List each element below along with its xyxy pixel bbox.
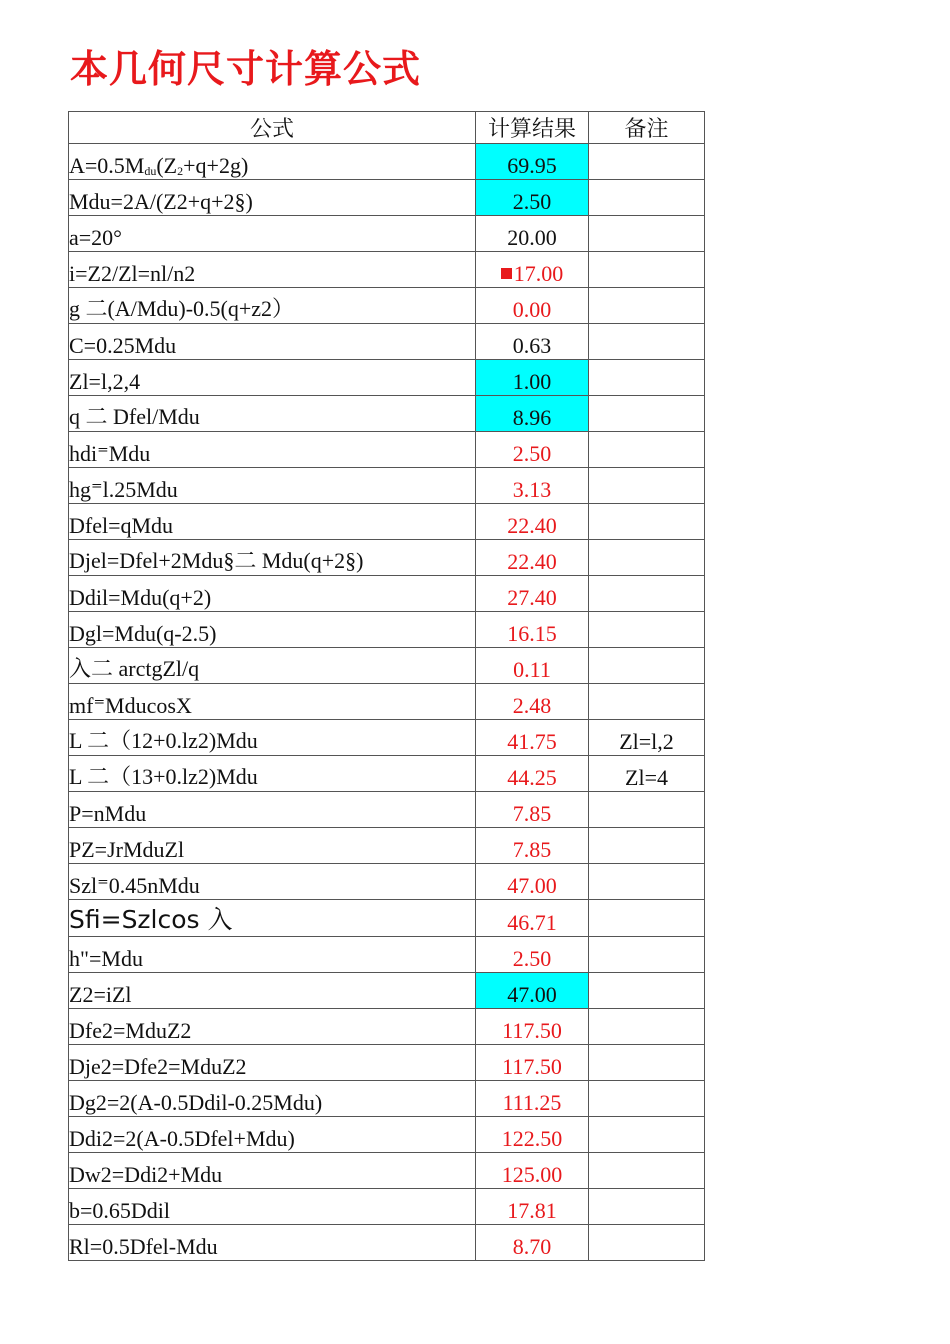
formula-text: h"=Mdu	[69, 946, 143, 971]
table-row	[69, 396, 705, 432]
formula-subscript: 2	[177, 164, 184, 178]
result-value: 22.40	[507, 513, 557, 538]
formula-text: Dw2=Ddi2+Mdu	[69, 1162, 223, 1187]
formula-cell	[69, 576, 476, 612]
formula-text: g 二(A/Mdu)-0.5(q+z2）	[69, 296, 295, 321]
formula-cell	[69, 756, 476, 792]
result-cell	[476, 1189, 589, 1225]
note-cell	[589, 1081, 705, 1117]
table-row	[69, 720, 705, 756]
table-row	[69, 324, 705, 360]
formula-cell	[69, 1009, 476, 1045]
formula-cell	[69, 360, 476, 396]
formula-table	[68, 111, 705, 1261]
result-value: 117.50	[502, 1054, 562, 1079]
formula-text: Sfi=Szlcos 入	[69, 905, 233, 934]
result-cell	[476, 864, 589, 900]
result-cell	[476, 252, 589, 288]
table-row	[69, 432, 705, 468]
table-row	[69, 288, 705, 324]
formula-cell	[69, 1153, 476, 1189]
result-cell	[476, 1045, 589, 1081]
result-cell	[476, 612, 589, 648]
note-cell	[589, 973, 705, 1009]
note-cell	[589, 900, 705, 937]
formula-text: Dfel=qMdu	[69, 513, 174, 538]
formula-text: Z2=iZl	[69, 982, 132, 1007]
header-note: 备注	[589, 112, 705, 144]
result-value: 44.25	[507, 765, 557, 790]
note-cell	[589, 252, 705, 288]
result-value: 47.00	[507, 982, 557, 1007]
result-value: 111.25	[502, 1090, 562, 1115]
result-value: 3.13	[512, 477, 552, 502]
formula-cell	[69, 216, 476, 252]
formula-text: Ddi2=2(A-0.5Dfel+Mdu)	[69, 1126, 295, 1151]
note-cell	[589, 828, 705, 864]
formula-text: hg⁼l.25Mdu	[69, 477, 178, 502]
note-cell	[589, 432, 705, 468]
note-cell: Zl=4	[589, 756, 705, 792]
table-row	[69, 1153, 705, 1189]
document-title: 本几何尺寸计算公式	[70, 47, 422, 91]
note-cell	[589, 180, 705, 216]
note-cell	[589, 792, 705, 828]
formula-cell	[69, 252, 476, 288]
table-row	[69, 1225, 705, 1261]
formula-text: a=20°	[69, 225, 122, 250]
formula-cell	[69, 937, 476, 973]
formula-text: Dfe2=MduZ2	[69, 1018, 192, 1043]
formula-text: Szl⁼0.45nMdu	[69, 873, 200, 898]
table-row	[69, 1081, 705, 1117]
note-cell	[589, 576, 705, 612]
result-value: 0.11	[513, 657, 551, 682]
note-cell	[589, 396, 705, 432]
result-value: 2.50	[512, 441, 552, 466]
table-row	[69, 648, 705, 684]
formula-cell	[69, 468, 476, 504]
table-row	[69, 792, 705, 828]
table-row	[69, 828, 705, 864]
formula-cell	[69, 612, 476, 648]
table-row	[69, 540, 705, 576]
formula-cell	[69, 684, 476, 720]
formula-cell	[69, 1117, 476, 1153]
note-cell	[589, 612, 705, 648]
header-result: 计算结果	[476, 112, 589, 144]
result-cell	[476, 144, 589, 180]
result-value: 22.40	[507, 549, 557, 574]
result-value: 17.00	[513, 261, 564, 286]
table-row	[69, 1009, 705, 1045]
table-row	[69, 900, 705, 937]
result-cell	[476, 684, 589, 720]
note-cell	[589, 1189, 705, 1225]
formula-text: A=0.5M	[69, 153, 145, 178]
formula-cell	[69, 792, 476, 828]
result-cell	[476, 720, 589, 756]
formula-text: mf⁼MducosX	[69, 693, 192, 718]
note-cell	[589, 1117, 705, 1153]
formula-cell	[69, 1225, 476, 1261]
note-cell	[589, 1009, 705, 1045]
result-cell	[476, 540, 589, 576]
formula-cell	[69, 144, 476, 180]
result-value: 125.00	[501, 1162, 563, 1187]
formula-text: q 二 Dfel/Mdu	[69, 404, 200, 429]
result-cell	[476, 756, 589, 792]
result-value: 2.50	[512, 189, 552, 214]
formula-text: L 二（13+0.lz2)Mdu	[69, 764, 258, 789]
formula-cell	[69, 504, 476, 540]
formula-subscript: du	[144, 164, 157, 178]
formula-text: Ddil=Mdu(q+2)	[69, 585, 212, 610]
formula-text: b=0.65Ddil	[69, 1198, 171, 1223]
table-row	[69, 973, 705, 1009]
formula-cell	[69, 1081, 476, 1117]
result-value: 8.70	[512, 1234, 552, 1259]
result-value: 2.50	[512, 946, 552, 971]
note-cell	[589, 468, 705, 504]
table-row	[69, 252, 705, 288]
result-value: 20.00	[507, 225, 557, 250]
table-row	[69, 468, 705, 504]
formula-text: L 二（12+0.lz2)Mdu	[69, 728, 258, 753]
formula-text: Dgl=Mdu(q-2.5)	[69, 621, 217, 646]
result-value: 2.48	[512, 693, 552, 718]
note-cell	[589, 144, 705, 180]
result-cell	[476, 360, 589, 396]
result-cell	[476, 576, 589, 612]
formula-cell	[69, 1045, 476, 1081]
result-cell	[476, 937, 589, 973]
table-row	[69, 612, 705, 648]
result-value: 69.95	[507, 153, 557, 178]
note-cell	[589, 540, 705, 576]
table-row	[69, 864, 705, 900]
note-cell	[589, 864, 705, 900]
note-cell	[589, 1225, 705, 1261]
note-cell	[589, 360, 705, 396]
error-marker-icon	[501, 268, 512, 279]
formula-text: Mdu=2A/(Z2+q+2§)	[69, 189, 253, 214]
note-cell	[589, 324, 705, 360]
result-cell	[476, 504, 589, 540]
result-cell	[476, 180, 589, 216]
formula-text: 入二 arctgZl/q	[69, 656, 200, 681]
result-value: 46.71	[507, 910, 557, 935]
table-row	[69, 1189, 705, 1225]
result-cell	[476, 1081, 589, 1117]
formula-cell	[69, 288, 476, 324]
formula-text: Djel=Dfel+2Mdu§二 Mdu(q+2§)	[69, 548, 364, 573]
formula-cell	[69, 1189, 476, 1225]
formula-cell	[69, 648, 476, 684]
formula-text: Dje2=Dfe2=MduZ2	[69, 1054, 247, 1079]
result-value: 27.40	[507, 585, 557, 610]
result-cell	[476, 216, 589, 252]
formula-text: (Z	[156, 153, 178, 178]
result-cell	[476, 468, 589, 504]
note-cell: Zl=l,2	[589, 720, 705, 756]
result-value: 0.63	[512, 333, 552, 358]
formula-cell	[69, 828, 476, 864]
result-cell	[476, 432, 589, 468]
table-row	[69, 1117, 705, 1153]
result-cell	[476, 288, 589, 324]
table-row	[69, 504, 705, 540]
formula-cell	[69, 324, 476, 360]
formula-cell	[69, 973, 476, 1009]
result-value: 17.81	[507, 1198, 557, 1223]
formula-text: +q+2g)	[183, 153, 249, 178]
result-value: 16.15	[507, 621, 557, 646]
table-row	[69, 756, 705, 792]
result-cell	[476, 973, 589, 1009]
formula-text: Dg2=2(A-0.5Ddil-0.25Mdu)	[69, 1090, 323, 1115]
result-value: 7.85	[512, 837, 552, 862]
result-cell	[476, 1117, 589, 1153]
result-cell	[476, 648, 589, 684]
note-cell	[589, 1045, 705, 1081]
formula-text: Rl=0.5Dfel-Mdu	[69, 1234, 218, 1259]
note-cell	[589, 684, 705, 720]
result-cell	[476, 396, 589, 432]
formula-cell	[69, 864, 476, 900]
formula-text: PZ=JrMduZl	[69, 837, 185, 862]
result-value: 0.00	[512, 297, 552, 322]
table-row	[69, 216, 705, 252]
result-value: 117.50	[502, 1018, 562, 1043]
formula-cell	[69, 540, 476, 576]
formula-text: hdi⁼Mdu	[69, 441, 151, 466]
result-value: 7.85	[512, 801, 552, 826]
note-cell	[589, 288, 705, 324]
table-row	[69, 180, 705, 216]
table-row	[69, 1045, 705, 1081]
table-row	[69, 937, 705, 973]
formula-text: C=0.25Mdu	[69, 333, 177, 358]
note-cell	[589, 1153, 705, 1189]
note-cell	[589, 504, 705, 540]
note-cell	[589, 937, 705, 973]
result-value: 41.75	[507, 729, 557, 754]
formula-text: i=Z2/Zl=nl/n2	[69, 261, 196, 286]
formula-cell	[69, 720, 476, 756]
result-value: 1.00	[512, 369, 552, 394]
result-value: 47.00	[507, 873, 557, 898]
formula-cell	[69, 900, 476, 937]
result-cell	[476, 792, 589, 828]
result-cell	[476, 900, 589, 937]
formula-cell	[69, 432, 476, 468]
table-body	[69, 144, 705, 1261]
result-cell	[476, 1225, 589, 1261]
result-cell	[476, 828, 589, 864]
table-row	[69, 684, 705, 720]
result-cell	[476, 324, 589, 360]
formula-cell	[69, 396, 476, 432]
table-header-row	[69, 112, 705, 144]
result-cell	[476, 1009, 589, 1045]
formula-cell	[69, 180, 476, 216]
result-cell	[476, 1153, 589, 1189]
table-row	[69, 576, 705, 612]
result-value: 122.50	[501, 1126, 563, 1151]
header-formula: 公式	[69, 112, 476, 144]
formula-text: P=nMdu	[69, 801, 147, 826]
formula-text: Zl=l,2,4	[69, 369, 141, 394]
table-row	[69, 360, 705, 396]
note-cell	[589, 648, 705, 684]
table-row	[69, 144, 705, 180]
note-cell	[589, 216, 705, 252]
result-value: 8.96	[512, 405, 552, 430]
